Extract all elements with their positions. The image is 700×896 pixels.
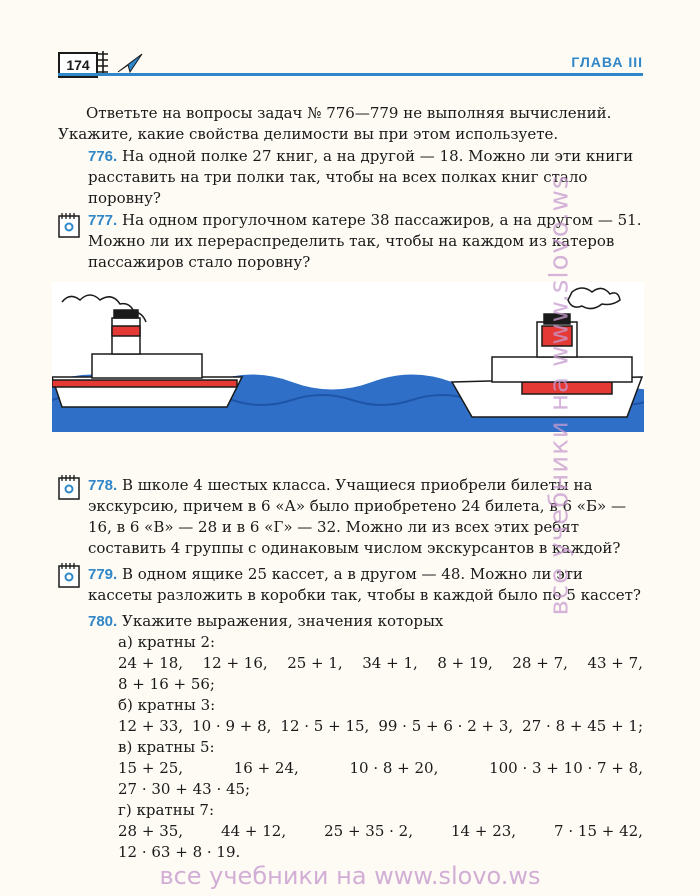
sublist-label: в) кратны 5: [118,738,215,756]
expression-row [118,821,643,842]
intro-paragraph: Ответьте на вопросы задач № 776—779 не выполняя вычислений. Укажите, какие свойства делимости вы при этом используете. [58,104,612,143]
expression: 43 + 7, [587,654,643,672]
page-header [58,50,643,80]
task-text: На одном прогулочном катере 38 пассажиров, а на другом — 51. Можно ли их перераспределить так, чтобы на каждом из катеров пассажиров стало поровну? [88,211,642,271]
expression-row [118,758,643,779]
sublist-a [118,632,643,695]
task-text: В школе 4 шестых класса. Учащиеся приобрели билеты на экскурсию, причем в 6 «А» было приобретено 24 билета, в 6 «Б» — 16, в 6 «В» — 28 и в 6 «Г» — 32. Можно ли из всех этих ребят составить 4 группы с одинаковым числом экскурсантов в каждой? [88,476,626,557]
expression: 24 + 18, [118,654,184,672]
sublist-label: г) кратны 7: [118,801,214,819]
expression: 8 + 19, [437,654,493,672]
task-text: Укажите выражения, значения которых [121,612,444,630]
expression: 12 · 63 + 8 · 19. [118,843,241,861]
task-number: 777. [88,212,118,229]
task-number: 778. [88,477,118,494]
sublist-label: а) кратны 2: [118,633,216,651]
sublist-label: б) кратны 3: [118,696,216,714]
paper-plane-icon [116,52,144,74]
task-number: 779. [88,566,118,583]
notepad-icon [58,212,80,238]
expression: 15 + 25, [118,759,184,777]
task-number: 780. [88,613,118,630]
page-number: 174 [58,52,98,78]
sublist-c [118,737,643,800]
expression: 27 · 8 + 45 + 1; [522,717,643,735]
notepad-icon [58,562,80,588]
expression: 12 + 16, [202,654,268,672]
expression: 25 + 35 · 2, [324,822,413,840]
expression-row [118,653,643,674]
expression: 44 + 12, [221,822,287,840]
sublist-d [118,800,643,863]
expression: 25 + 1, [287,654,343,672]
chapter-title: ГЛАВА III [571,54,643,70]
expression: 10 · 8 + 20, [349,759,439,777]
expression: 12 + 33, [118,717,184,735]
expression: 16 + 24, [233,759,299,777]
sublist-b [118,695,643,737]
task-text: На одной полке 27 книг, а на другой — 18. Можно ли эти книги расставить на три полки так, чтобы на всех полках книг стало поровну? [88,147,634,207]
expression: 28 + 7, [512,654,568,672]
expression: 28 + 35, [118,822,184,840]
expression: 100 · 3 + 10 · 7 + 8, [489,759,643,777]
expression: 99 · 5 + 6 · 2 + 3, [378,717,514,735]
watermark-bottom: все учебники на www.slovo.ws [159,862,541,890]
notepad-icon [58,474,80,500]
expression: 10 · 9 + 8, [192,717,272,735]
expression: 34 + 1, [362,654,418,672]
task-number: 776. [88,148,118,165]
expression-row [118,716,643,737]
watermark-vertical: все учебники на www.slovo.ws [544,174,575,616]
expression: 7 · 15 + 42, [554,822,643,840]
header-rule [58,73,643,76]
task-text: В одном ящике 25 кассет, а в другом — 48. Можно ли эти кассеты разложить в коробки так, чтобы в каждой было по 5 кассет? [88,565,641,604]
expression: 14 + 23, [451,822,517,840]
expression: 12 · 5 + 15, [280,717,370,735]
expression: 8 + 16 + 56; [118,675,215,693]
expression: 27 · 30 + 43 · 45; [118,780,251,798]
